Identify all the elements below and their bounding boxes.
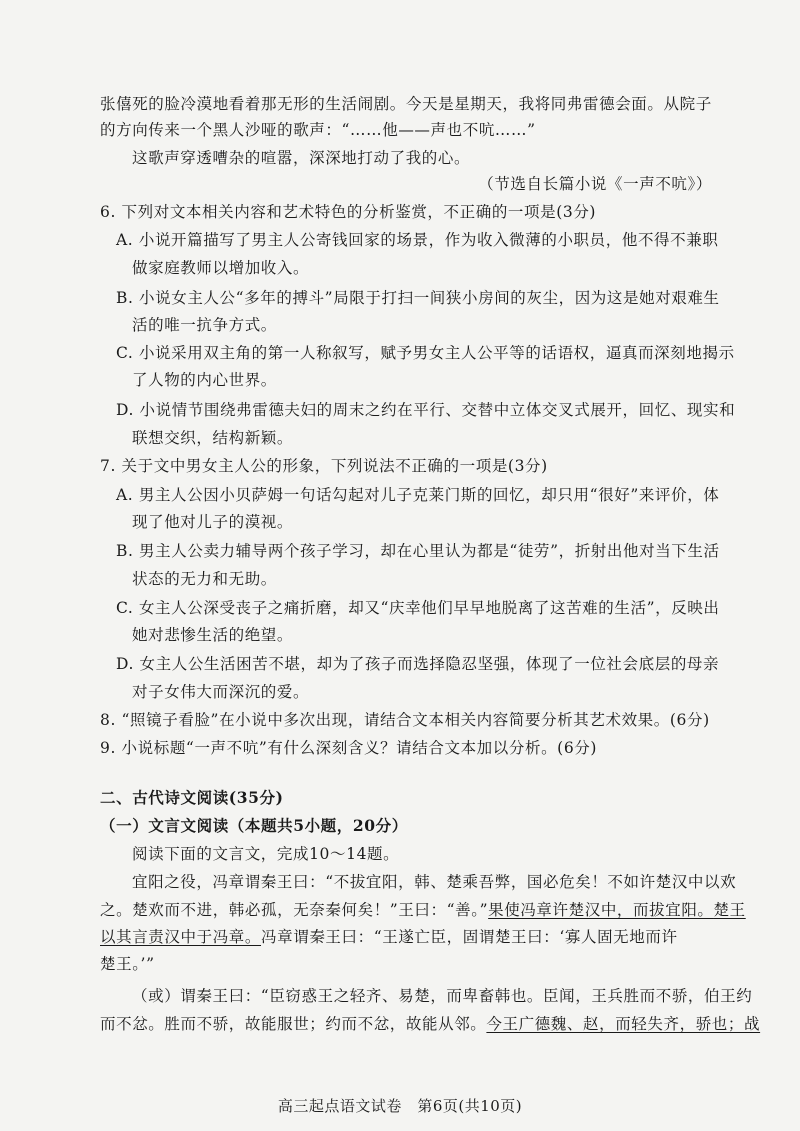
q6-option-c: C. 小说采用双主角的第一人称叙写，赋予男女主人公平等的话语权，逼真而深刻地揭示 — [116, 344, 735, 362]
classical-text-line: 宜阳之役，冯章谓秦王曰：“不拔宜阳，韩、楚乘吾弊，国必危矣！不如许楚汉中以欢 — [132, 873, 737, 891]
q6-option-d-cont: 联想交织，结构新颖。 — [132, 429, 294, 447]
q7-option-d-cont: 对子女伟大而深沉的爱。 — [132, 683, 310, 701]
q7-option-a-cont: 现了他对儿子的漠视。 — [132, 513, 294, 531]
page-footer: 高三起点语文试卷 第6页(共10页) — [277, 1097, 523, 1115]
q6-option-a: A. 小说开篇描写了男主人公寄钱回家的场景，作为收入微薄的小职员，他不得不兼职 — [116, 231, 719, 249]
q7-option-a: A. 男主人公因小贝萨姆一句话勾起对儿子克莱门斯的回忆，却只用“很好”来评价，体 — [116, 486, 720, 504]
question-8: 8. “照镜子看脸”在小说中多次出现，请结合文本相关内容简要分析其艺术效果。(6分) — [100, 711, 710, 729]
q6-option-b-cont: 活的唯一抗争方式。 — [132, 316, 277, 334]
story-line: 张僖死的脸冷漠地看着那无形的生活闹剧。今天是星期天，我将同弗雷德会面。从院子 — [100, 95, 712, 113]
question-7-stem: 7. 关于文中男女主人公的形象，下列说法不正确的一项是(3分) — [100, 457, 548, 475]
q6-option-c-cont: 了人物的内心世界。 — [132, 371, 277, 389]
story-source: （节选自长篇小说《一声不吭》） — [478, 175, 712, 193]
story-line: 这歌声穿透嘈杂的喧嚣，深深地打动了我的心。 — [132, 149, 471, 167]
classical-text-segment: 之。楚欢而不进，韩必孤，无奈秦何矣！”王曰：“善。” — [100, 901, 489, 919]
q7-option-b-cont: 状态的无力和无助。 — [132, 570, 277, 588]
underlined-segment: 楚王 — [713, 901, 746, 919]
q6-option-d: D. 小说情节围绕弗雷德夫妇的周末之约在平行、交替中立体交叉式展开，回忆、现实和 — [116, 401, 736, 419]
section-2-subtitle: （一）文言文阅读（本题共5小题，20分） — [100, 816, 408, 835]
question-9: 9. 小说标题“一声不吭”有什么深刻含义？请结合文本加以分析。(6分) — [100, 739, 598, 757]
classical-text-line — [100, 927, 678, 947]
section-2-title: 二、古代诗文阅读(35分) — [100, 788, 284, 807]
underlined-segment: 以其言责汉中于冯章。 — [100, 928, 262, 946]
q7-option-c: C. 女主人公深受丧子之痛折磨，却又“庆幸他们早早地脱离了这苦难的生活”，反映出 — [116, 599, 720, 617]
question-6-stem: 6. 下列对文本相关内容和艺术特色的分析鉴赏，不正确的一项是(3分) — [100, 203, 597, 221]
classical-text-segment: 冯章谓秦王曰：“王遂亡臣，固谓楚王曰：‘寡人固无地而许 — [261, 928, 678, 946]
underlined-segment: 果使冯章许楚汉中，而拔宜阳。 — [488, 901, 714, 919]
classical-text-segment: 而不忿。胜而不骄，故能服世；约而不忿，故能从邻。 — [100, 1015, 487, 1033]
classical-text-line — [100, 1014, 760, 1034]
story-line: 的方向传来一个黑人沙哑的歌声：“……他——声也不吭……” — [100, 121, 536, 139]
classical-text-line — [100, 900, 746, 920]
q7-option-d: D. 女主人公生活困苦不堪，却为了孩子而选择隐忍坚强，体现了一位社会底层的母亲 — [116, 655, 720, 673]
q7-option-b: B. 男主人公卖力辅导两个孩子学习，却在心里认为都是“徒劳”，折射出他对当下生活 — [116, 542, 720, 560]
classical-text-line: 楚王。’” — [100, 955, 155, 973]
section-2-instruction: 阅读下面的文言文，完成10～14题。 — [132, 845, 400, 863]
classical-text-line: （或）谓秦王曰：“臣窃惑王之轻齐、易楚，而卑畜韩也。臣闻，王兵胜而不骄，伯王约 — [132, 987, 753, 1005]
underlined-segment: 今王广德魏、赵，而轻失齐，骄也；战 — [486, 1015, 761, 1033]
q6-option-a-cont: 做家庭教师以增加收入。 — [132, 259, 310, 277]
q7-option-c-cont: 她对悲惨生活的绝望。 — [132, 626, 294, 644]
q6-option-b: B. 小说女主人公“多年的搏斗”局限于打扫一间狭小房间的灰尘，因为这是她对艰难生 — [116, 289, 720, 307]
